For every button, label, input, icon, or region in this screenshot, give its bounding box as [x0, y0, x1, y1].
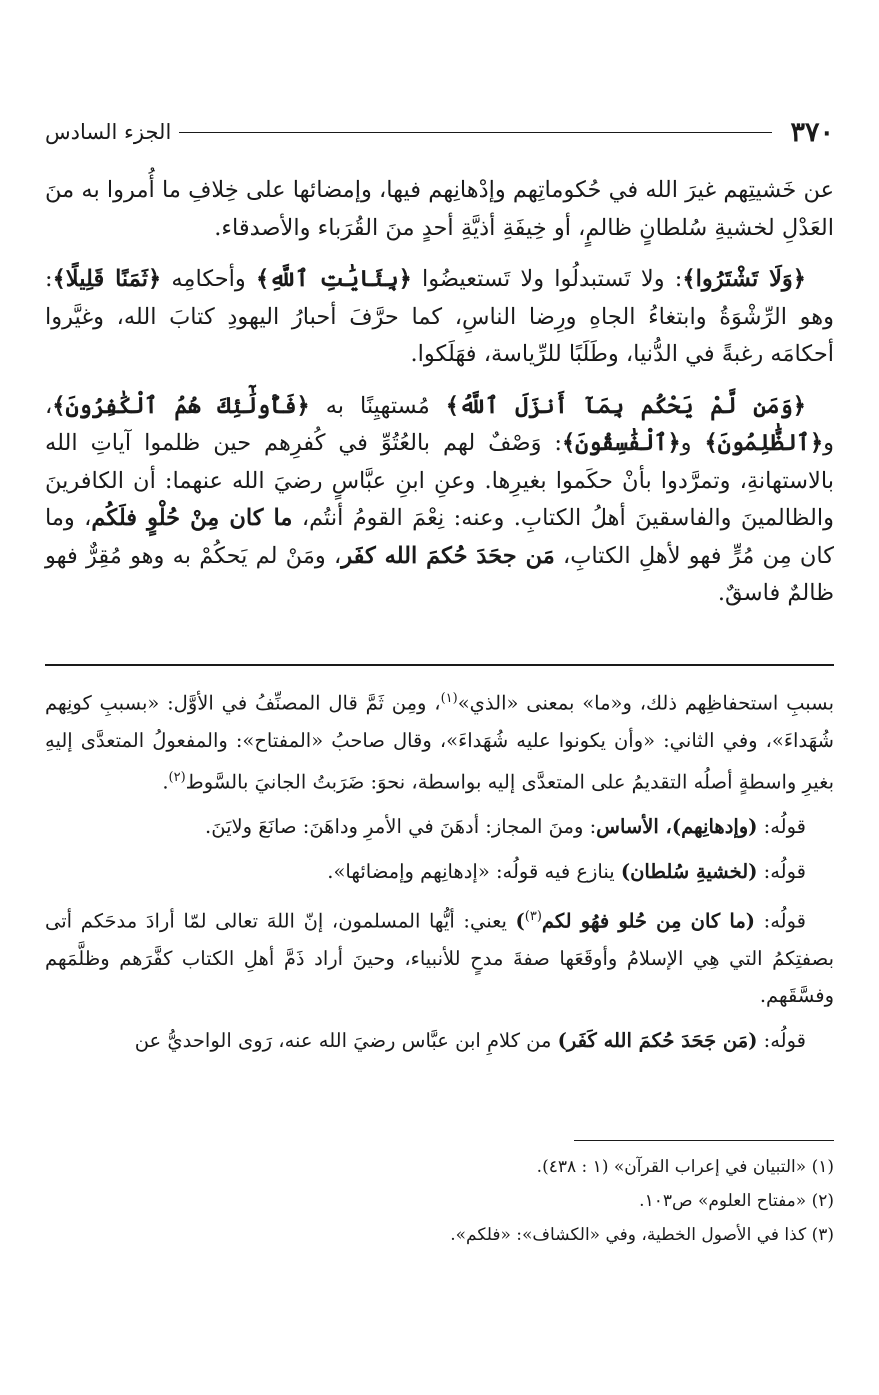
bold-phrase: مَن جحَدَ حُكمَ الله كفَر [341, 542, 555, 569]
footnote-ref: (٣) [524, 909, 542, 924]
commentary-paragraph-2 [45, 808, 834, 845]
commentary-paragraph-1 [45, 680, 834, 800]
main-text-span: ، وما كان مِن مُرٍّ فهو لأهلِ الكتابِ، [45, 505, 834, 569]
commentary-text: قولُه: [757, 860, 806, 883]
main-text-span: و [680, 430, 705, 456]
page [45, 0, 834, 1395]
footnote-ref: (٢) [168, 769, 186, 785]
commentary-paragraph-4 [45, 898, 834, 1014]
commentary-text: ، ومِن ثَمَّ قال المصنِّفُ في الأوَّل: «بسببِ كونِهم شُهَداءَ»، وفي الثاني: «وأن يكونوا عليه شُهَداءَ»، وقال صاحبُ «المفتاح»: والمفعولُ المتعدَّى إليهِ بغيرِ واسطةٍ أصلُه التقديمُ على المتعدَّى إليه بواسطة، نحوَ: ضَرَبتُ الجانيَ بالسَّوط [45, 691, 834, 793]
commentary-text: قولُه: [755, 909, 807, 933]
commentary-lemma: (ما كان مِن حُلو فهُو لكم [541, 909, 756, 933]
header-rule [179, 132, 772, 133]
quran-quote: ﴿ٱلظَّٰلِمُونَ﴾ [704, 430, 824, 456]
main-text-divider [45, 664, 834, 666]
commentary-paragraph-5 [45, 1022, 834, 1059]
commentary-text: بسببِ استحفاظِهم ذلك، و«ما» بمعنى «الذي» [457, 691, 834, 715]
quran-quote: ﴿ثَمَنًا قَلِيلًا﴾ [52, 266, 162, 292]
main-text-span: : وهو الرِّشْوَةُ وابتغاءُ الجاهِ ورِضا الناسِ، كما حرَّفَ أحبارُ اليهودِ كتابَ الله، وغيَّروا أحكامَه رغبةً في الدُّنيا، وطَلَبًا للرِّياسة، فهَلَكوا. [45, 266, 834, 367]
main-text-span: وأحكامِه [161, 266, 256, 292]
commentary-paragraph-3 [45, 853, 834, 890]
commentary-text: قولُه: [757, 1028, 806, 1052]
commentary-text: من كلامِ ابن عبَّاس رضيَ الله عنه، رَوى الواحديُّ عن [134, 1028, 558, 1052]
main-text [45, 172, 834, 627]
page-header [45, 112, 834, 152]
page-number: ٣٧٠ [790, 116, 834, 148]
commentary-lemma: (لخشيةِ سُلطان) [620, 860, 758, 883]
main-text-span: : ولا تَستبدلُوا ولا تَستعيضُوا [411, 266, 683, 292]
footnote-2: (٢) «مفتاح العلوم» ص١٠٣. [639, 1191, 834, 1211]
footnote-divider [574, 1140, 834, 1141]
main-paragraph-1 [45, 172, 834, 247]
commentary-text: . [162, 770, 169, 793]
quran-quote: ﴿وَلَا تَشْتَرُوا﴾ [682, 266, 806, 292]
main-paragraph-2 [45, 261, 834, 374]
quran-quote: ﴿فَأُولَٰٓئِكَ هُمُ ٱلْكَٰفِرُونَ﴾ [52, 392, 310, 419]
commentary-lemma: (مَن جَحَدَ حُكمَ الله كَفَر) [557, 1028, 758, 1052]
footnote-ref: (١) [440, 691, 458, 706]
commentary-text: ينازع فيه قولُه: «إدهانِهم وإمضائها». [327, 860, 621, 883]
bold-phrase: ما كان مِنْ حُلْوٍ فلَكُم [91, 505, 293, 531]
commentary [45, 680, 834, 1067]
quran-quote: ﴿ٱلْفَٰسِقُونَ﴾ [561, 430, 681, 456]
running-head: الجزء السادس [45, 120, 172, 144]
quran-quote: ﴿وَمَن لَّمْ يَحْكُم بِمَآ أَنزَلَ ٱللَّهُ﴾ [445, 392, 806, 419]
main-text-span: عن خَشيتِهم غيرَ الله في حُكوماتِهم وإدْهانِهم فيها، وإمضائها على خِلافِ ما أُمروا به منَ العَدْلِ لخشيةِ سُلطانٍ ظالمٍ، أو خِيفَةِ أذيَّةِ أحدٍ منَ القُرَباء والأصدقاء. [45, 177, 834, 241]
quran-quote: ﴿بِئَايَٰتِ ٱللَّهِ﴾ [255, 266, 412, 292]
commentary-lemma: ) [515, 909, 525, 933]
main-paragraph-3 [45, 388, 834, 613]
footnote-3: (٣) كذا في الأصول الخطية، وفي «الكشاف»: «فلكم». [450, 1225, 834, 1245]
main-text-span: ، و [45, 392, 834, 456]
commentary-lemma: (وإدهانِهم)، الأساس [596, 815, 758, 838]
footnotes [45, 1150, 834, 1252]
footnote-1: (١) «التبيان في إعراب القرآن» (١ : ٤٣٨). [536, 1157, 834, 1177]
commentary-text: يعني: أيُّها المسلمون، إنّ اللهَ تعالى لمّا أرادَ مدحَكم أتى بصفتِكمُ التي هِي الإسلامُ وأوقَعَها صفةَ مدحٍ للأنبياء، وحينَ أراد ذَمَّ أهلِ الكتاب كفَّرَهم وظلَّمَهم وفسَّقَهم. [45, 909, 834, 1007]
main-text-span: ، ومَنْ لم يَحكُمْ به وهو مُقِرٌّ فهو ظالمٌ فاسقٌ. [45, 542, 834, 606]
main-text-span: : وَصْفٌ لهم بالعُتُوِّ في كُفرِهم حين ظلموا آياتِ الله بالاستهانةِ، وتمرَّدوا بأنْ حكَموا بغيرِها. وعنِ ابنِ عبَّاسٍ رضيَ الله عنهما: أن الكافرينَ والظالمينَ والفاسقينَ أهلُ الكتابِ. وعنه: نِعْمَ القومُ أنتُم، [45, 430, 834, 531]
commentary-text: : ومنَ المجاز: أدهَنَ في الأمرِ وداهَنَ: صانَعَ ولايَنَ. [205, 815, 597, 838]
main-text-span: مُستهيِنًا به [309, 392, 446, 419]
commentary-text: قولُه: [757, 815, 806, 838]
